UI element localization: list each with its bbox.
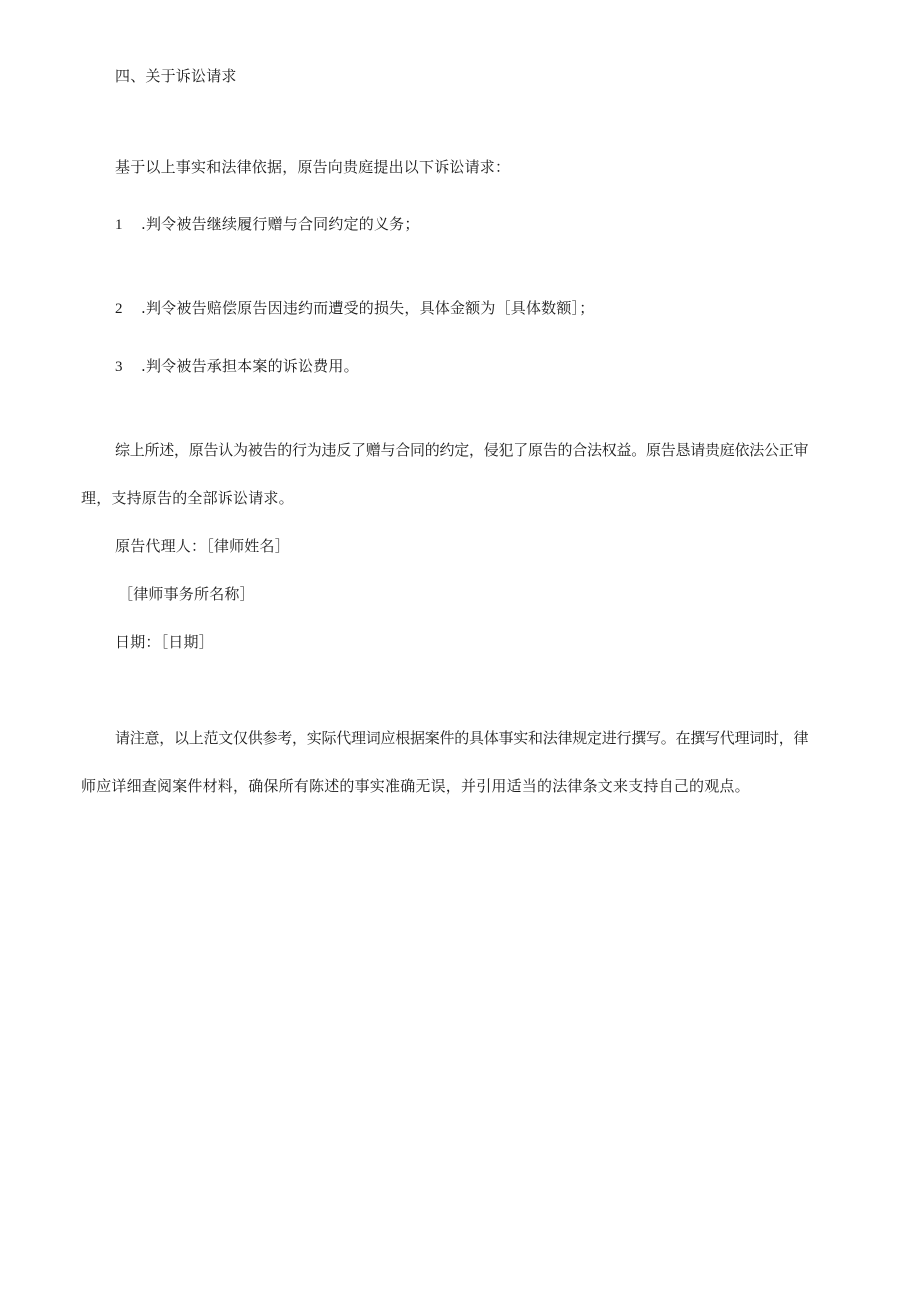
request-text: .判令被告承担本案的诉讼费用。 — [141, 357, 359, 375]
intro-paragraph: 基于以上事实和法律依据，原告向贵庭提出以下诉讼请求： — [115, 158, 511, 176]
signature-date: 日期：［日期］ — [115, 633, 214, 651]
request-number: 1 — [115, 217, 123, 233]
conclusion-line-2: 理，支持原告的全部诉讼请求。 — [81, 489, 294, 507]
request-text: .判令被告赔偿原告因违约而遭受的损失，具体金额为［具体数额］； — [141, 299, 595, 317]
signature-firm: ［律师事务所名称］ — [118, 585, 255, 603]
note-line-2: 师应详细查阅案件材料，确保所有陈述的事实准确无误，并引用适当的法律条文来支持自己的观点。 — [81, 777, 750, 795]
request-item-3 — [115, 356, 359, 377]
request-item-2 — [115, 298, 594, 319]
note-line-1: 请注意，以上范文仅供参考，实际代理词应根据案件的具体事实和法律规定进行撰写。在撰写代理词时，律 — [115, 729, 809, 747]
request-text: .判令被告继续履行赠与合同约定的义务； — [141, 215, 420, 233]
request-number: 3 — [115, 359, 123, 375]
request-number: 2 — [115, 301, 123, 317]
section-heading: 四、关于诉讼请求 — [115, 67, 237, 85]
request-item-1 — [115, 214, 420, 235]
signature-agent: 原告代理人：［律师姓名］ — [115, 537, 290, 555]
conclusion-line-1: 综上所述，原告认为被告的行为违反了赠与合同的约定，侵犯了原告的合法权益。原告恳请贵庭依法公正审 — [115, 441, 809, 459]
